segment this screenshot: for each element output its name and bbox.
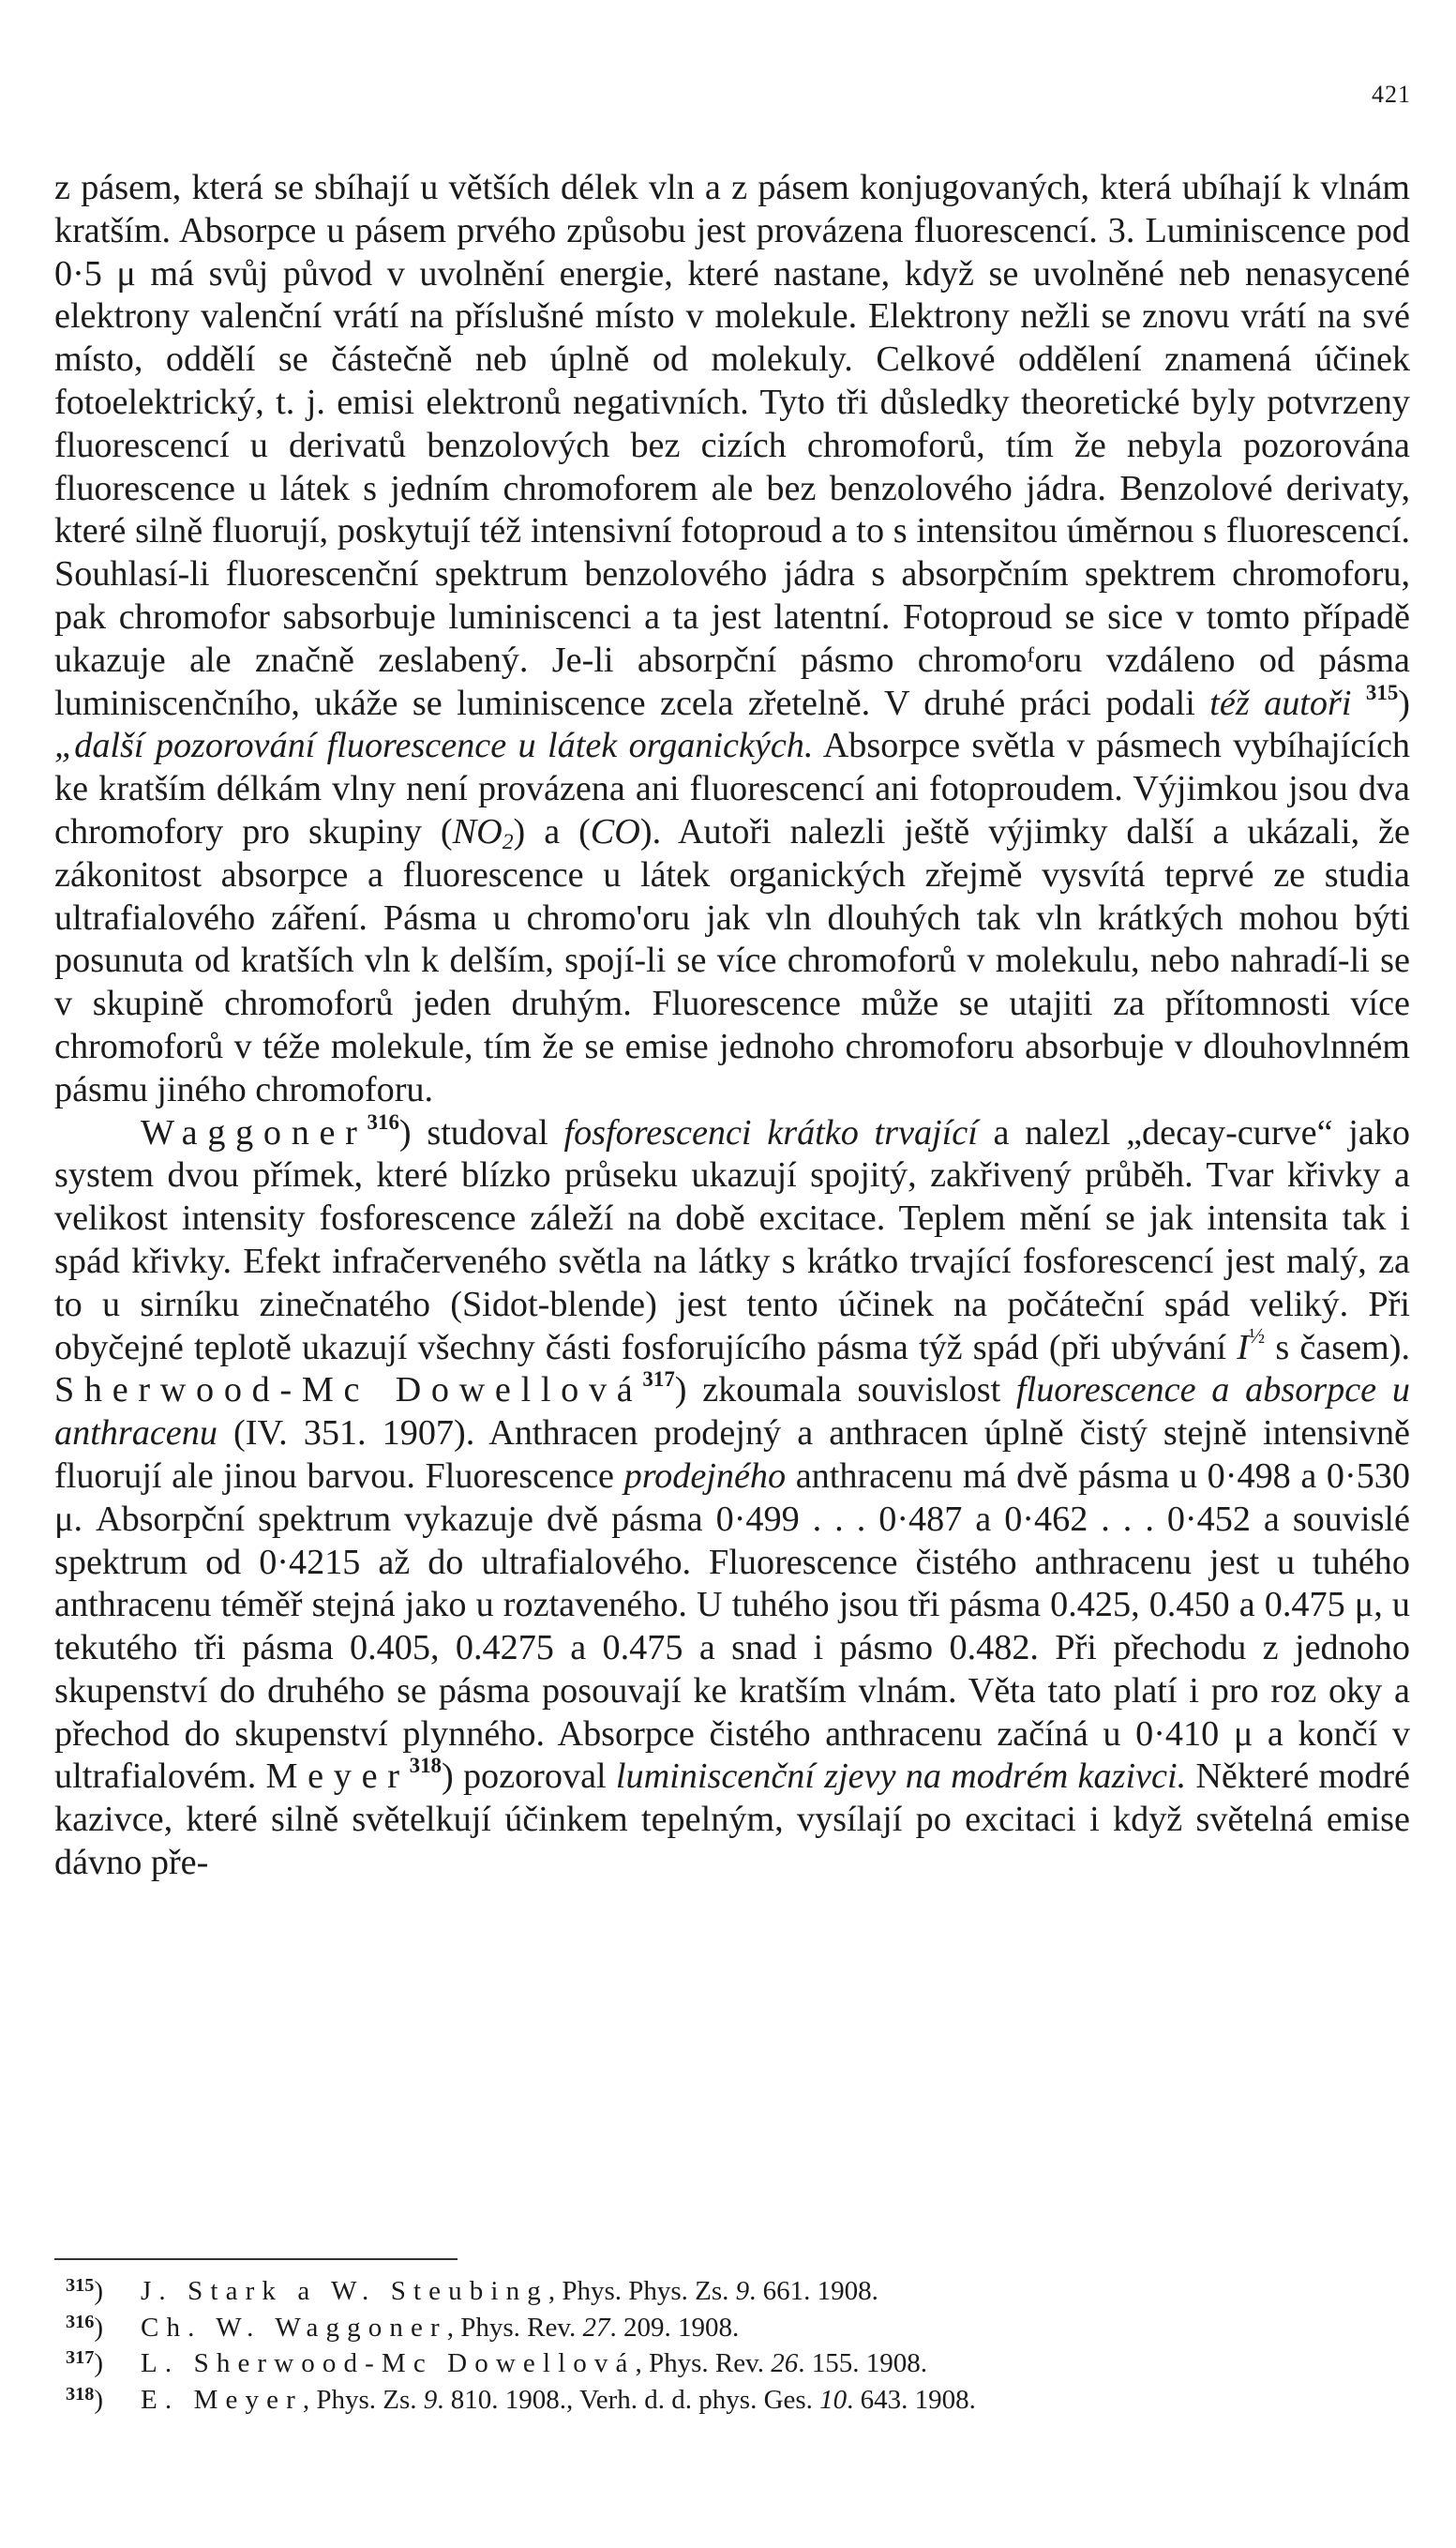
footnote-ref-316[interactable]: 316 (367, 1109, 399, 1134)
topic-italic: fosforescenci krátko trvající (563, 1112, 978, 1153)
footnote-318: $^{318}$) E. Meyer, Phys. Zs. 9. 810. 1908., Verh. d. d. phys. Ges. 10. 643. 1908. (66, 2383, 976, 2415)
footnote-315: $^{315}$) J. Stark a W. Steubing, Phys. Phys. Zs. 9. 661. 1908. (66, 2274, 878, 2306)
footnote-317: $^{317}$) L. Sherwood-Mc Dowellová, Phys. Rev. 26. 155. 1908. (66, 2346, 928, 2378)
page-number: 421 (1372, 81, 1411, 108)
footnote-divider (54, 2258, 458, 2260)
author-meyer: Meyer (265, 1756, 410, 1797)
topic-italic-2: fluorescence a absorpce u anthracenu (54, 1370, 1410, 1454)
work-title-italic: „další pozorování fluorescence u látek organických. (54, 726, 814, 766)
footnote-ref-315[interactable]: 315 (1365, 680, 1399, 704)
chem-co: CO (590, 811, 640, 852)
author-sherwood: Sherwood-Mc Dowellová (54, 1370, 643, 1410)
footnotes (66, 2273, 1416, 2418)
intensity-symbol: I (1237, 1327, 1250, 1367)
paragraph-waggoner: Waggoner$^{316}$) studoval fosforescenci krátko trvající a nalezl „decay-curve“ jako system dvou přímek, které blízko průseku ukazují spojitý, zakřivený průběh. Tvar křivky a velikost intensity fosforescence záleží na době excitace. Teplem mění se jak intensita tak i spád křivky. Efekt infračerveného světla na látky s krátko trvající fosforescencí jest malý, za to u sirníku zinečnatého (Sidot-blende) jest tento účinek na počáteční spád veliký. Při obyčejné teplotě ukazují všechny části fosforujícího pásma týž spád (při ubývání $I^{\frac{1}{2}}$ s časem). Sherwood-Mc Dowellová$^{317}$) zkoumala souvislost fluorescence a absorpce u anthracenu (IV. 351. 1907). Anthracen prodejný a anthracen úplně čistý stejně intensivně fluorují ale jinou barvou. Fluorescence prodejného anthracenu má dvě pásma u 0·498 a 0·530 μ. Absorpční spektrum vykazuje dvě pásma 0·499 . . . 0·487 a 0·462 . . . 0·452 a souvislé spektrum od 0·4215 až do ultrafialového. Fluorescence čistého anthracenu jest u tuhého anthracenu téměř stejná jako u roztaveného. U tuhého jsou tři pásma 0.425, 0.450 a 0.475 μ, u tekutého tři pásma 0.405, 0.4275 a 0.475 a snad i pásmo 0.482. Při přechodu z jednoho skupenství do druhého se pásma posouvají ke kratším vlnám. Věta tato platí i pro roz oky a přechod do skupenství plynného. Absorpce čistého anthracenu začíná u 0·410 μ a končí v ultrafialovém. Meyer$^{318}$) pozoroval luminiscenční zjevy na modrém kazivci. Některé modré kazivce, které silně světelkují účinkem tepelným, vysílají po excitaci i když světelná emise dávno pře- (54, 1109, 1410, 1883)
body-text (54, 167, 1410, 1885)
authors-emphasis: též autoři (1209, 683, 1352, 723)
prodejneho-italic: prodejného (623, 1455, 787, 1496)
footnote-316: $^{316}$) Ch. W. Waggoner, Phys. Rev. 27. 209. 1908. (66, 2311, 740, 2343)
footnote-ref-317[interactable]: 317 (642, 1367, 675, 1392)
paragraph-continued: z pásem, která se sbíhají u větších délek vln a z pásem konjugovaných, která ubíhají k vlnám kratším. Absorpce u pásem prvého způsobu jest provázena fluorescencí. 3. Luminiscence pod 0·5 μ má svůj původ v uvolnění energie, které nastane, když se uvolněné neb nenasycené elektrony valenční vrátí na příslušné místo v molekule. Elektrony nežli se znovu vrátí na své místo, oddělí se částečně neb úplně od molekuly. Celkové oddělení znamená účinek fotoelektrický, t. j. emisi elektronů negativních. Tyto tři důsledky theoretické byly potvrzeny fluorescencí u derivatů benzolových bez cizích chromoforů, tím že nebyla pozorována fluorescence u látek s jedním chromoforem ale bez benzolového jádra. Benzolové derivaty, které silně fluorují, poskytují též intensivní fotoproud a to s intensitou úměrnou s fluorescencí. Souhlasí-li fluorescenční spektrum benzolového jádra s absorpčním spektrem chromoforu, pak chromofor sabsorbuje luminiscenci a ta jest latentní. Fotoproud se sice v tomto případě ukazuje ale značně zeslabený. Je-li absorpční pásmo chromoᶠoru vzdáleno od pásma luminiscenčního, ukáže se luminiscence zcela zřetelně. V druhé práci podali též autoři $^{315}$) „další pozorování fluorescence u látek organických. Absorpce světla v pásmech vybíhajících ke kratším délkám vlny není provázena ani fluorescencí ani fotoproudem. Výjimkou jsou dva chromofory pro skupiny $(NO_2)$ a (CO). Autoři nalezli ještě výjimky další a ukázali, že zákonitost absorpce a fluorescence u látek organických zřejmě vysvítá teprvé ze studia ultrafialového záření. Pásma u chromo'oru jak vln dlouhých tak vln krátkých mohou býti posunuta od kratších vln k delším, spojí-li se více chromoforů v molekulu, nebo nahradí-li se v skupině chromoforů jeden druhým. Fluorescence může se utajiti za přítomnosti více chromoforů v téže molekule, tím že se emise jednoho chromoforu absorbuje v dlouhovlnném pásmu jiného chromoforu. (54, 168, 1411, 1109)
author-waggoner: Waggoner (141, 1112, 368, 1153)
half-exponent: ½ (1249, 1323, 1266, 1348)
topic-italic-3: luminiscenční zjevy na modrém kazivci. (615, 1756, 1187, 1797)
footnote-ref-318[interactable]: 318 (409, 1754, 442, 1778)
chem-no2: $NO_2$ (452, 811, 514, 854)
